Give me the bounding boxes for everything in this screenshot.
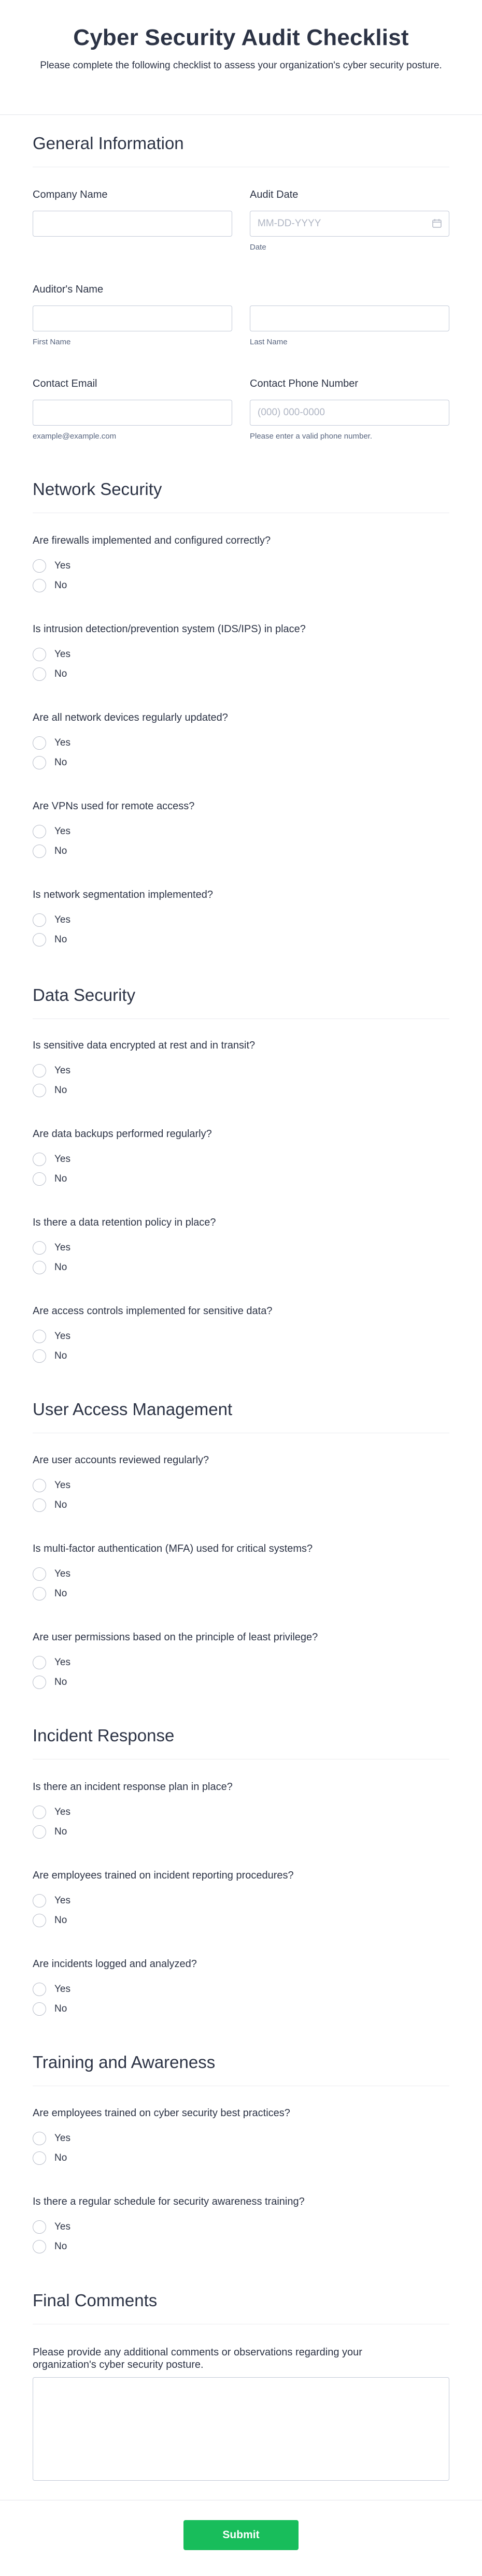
radio-button[interactable] bbox=[33, 933, 46, 947]
radio-button[interactable] bbox=[33, 2132, 46, 2145]
section-title-user-access: User Access Management bbox=[33, 1400, 449, 1433]
audit-date-input[interactable] bbox=[250, 211, 449, 237]
radio-button[interactable] bbox=[33, 1172, 46, 1186]
section-title-general: General Information bbox=[33, 134, 449, 167]
question-label: Are user accounts reviewed regularly? bbox=[33, 1454, 209, 1466]
radio-button[interactable] bbox=[33, 2220, 46, 2234]
question-incidents-logged bbox=[33, 1958, 449, 2019]
option-label: Yes bbox=[54, 826, 70, 837]
option-label: No bbox=[54, 668, 67, 679]
question-incident-plan bbox=[33, 1781, 449, 1842]
option-label: Yes bbox=[54, 1154, 70, 1165]
option-yes[interactable] bbox=[33, 910, 449, 930]
section-title-network: Network Security bbox=[33, 479, 449, 513]
radio-button[interactable] bbox=[33, 1349, 46, 1363]
option-yes[interactable] bbox=[33, 1891, 449, 1911]
option-label: No bbox=[54, 934, 67, 945]
contact-email-input[interactable] bbox=[33, 400, 232, 426]
section-title-training: Training and Awareness bbox=[33, 2053, 449, 2086]
option-no[interactable] bbox=[33, 1346, 449, 1366]
form-header bbox=[0, 0, 482, 115]
option-no[interactable] bbox=[33, 576, 449, 595]
audit-date-sublabel: Date bbox=[250, 243, 266, 252]
radio-button[interactable] bbox=[33, 1479, 46, 1492]
last-name-sublabel: Last Name bbox=[250, 338, 288, 346]
option-label: Yes bbox=[54, 1657, 70, 1668]
option-no[interactable] bbox=[33, 1999, 449, 2019]
last-name-input[interactable] bbox=[250, 305, 449, 331]
radio-button[interactable] bbox=[33, 1084, 46, 1097]
option-label: Yes bbox=[54, 560, 70, 571]
radio-button[interactable] bbox=[33, 648, 46, 661]
contact-phone-sublabel: Please enter a valid phone number. bbox=[250, 432, 372, 441]
section-title-final: Final Comments bbox=[33, 2291, 449, 2324]
submit-button[interactable]: Submit bbox=[183, 2520, 299, 2550]
first-name-input[interactable] bbox=[33, 305, 232, 331]
radio-button[interactable] bbox=[33, 1587, 46, 1600]
company-name-input[interactable] bbox=[33, 211, 232, 237]
network-security-section bbox=[33, 479, 449, 534]
training-section bbox=[33, 2053, 449, 2107]
question-label: Is intrusion detection/prevention system (IDS/IPS) in place? bbox=[33, 623, 306, 635]
option-label: Yes bbox=[54, 2133, 70, 2144]
option-label: Yes bbox=[54, 1331, 70, 1342]
option-label: Yes bbox=[54, 1895, 70, 1906]
option-label: No bbox=[54, 1915, 67, 1926]
radio-button[interactable] bbox=[33, 913, 46, 927]
option-label: Yes bbox=[54, 1568, 70, 1579]
question-retention-policy bbox=[33, 1217, 449, 1277]
radio-button[interactable] bbox=[33, 756, 46, 769]
radio-button[interactable] bbox=[33, 736, 46, 750]
contact-email-label: Contact Email bbox=[33, 378, 97, 389]
option-no[interactable] bbox=[33, 1495, 449, 1515]
option-yes[interactable] bbox=[33, 1149, 449, 1169]
option-yes[interactable] bbox=[33, 1802, 449, 1822]
question-access-controls bbox=[33, 1305, 449, 1366]
question-network-segmentation bbox=[33, 889, 449, 950]
radio-button[interactable] bbox=[33, 667, 46, 681]
question-label: Are employees trained on incident reporting procedures? bbox=[33, 1870, 294, 1881]
option-no[interactable] bbox=[33, 664, 449, 684]
final-comments-textarea[interactable] bbox=[33, 2377, 449, 2481]
question-label: Is there a regular schedule for security awareness training? bbox=[33, 2196, 305, 2207]
option-label: No bbox=[54, 1677, 67, 1687]
option-no[interactable] bbox=[33, 1911, 449, 1930]
option-no[interactable] bbox=[33, 2237, 449, 2257]
radio-button[interactable] bbox=[33, 2151, 46, 2165]
radio-button[interactable] bbox=[33, 825, 46, 838]
option-label: Yes bbox=[54, 737, 70, 748]
radio-button[interactable] bbox=[33, 845, 46, 858]
radio-button[interactable] bbox=[33, 1567, 46, 1581]
question-label: Are data backups performed regularly? bbox=[33, 1128, 212, 1140]
option-label: No bbox=[54, 2152, 67, 2163]
radio-button[interactable] bbox=[33, 1498, 46, 1512]
radio-button[interactable] bbox=[33, 1983, 46, 1996]
option-label: No bbox=[54, 1262, 67, 1273]
question-label: Are VPNs used for remote access? bbox=[33, 801, 195, 812]
option-yes[interactable] bbox=[33, 1476, 449, 1495]
radio-button[interactable] bbox=[33, 1894, 46, 1908]
contact-row bbox=[33, 378, 449, 441]
option-label: Yes bbox=[54, 1984, 70, 1995]
section-title-incident: Incident Response bbox=[33, 1726, 449, 1759]
option-label: No bbox=[54, 846, 67, 856]
question-label: Please provide any additional comments or observations regarding your organization's cyber security posture. bbox=[33, 2347, 362, 2370]
general-information-section bbox=[33, 134, 449, 188]
radio-button[interactable] bbox=[33, 1806, 46, 1819]
form-subtitle: Please complete the following checklist to assess your organization's cyber security posture. bbox=[40, 60, 442, 71]
auditor-name-field bbox=[33, 284, 449, 346]
option-yes[interactable] bbox=[33, 1238, 449, 1258]
option-label: No bbox=[54, 580, 67, 591]
option-yes[interactable] bbox=[33, 822, 449, 841]
option-no[interactable] bbox=[33, 1081, 449, 1100]
radio-button[interactable] bbox=[33, 579, 46, 592]
question-label: Is there a data retention policy in place? bbox=[33, 1217, 216, 1228]
option-yes[interactable] bbox=[33, 2129, 449, 2148]
option-no[interactable] bbox=[33, 2148, 449, 2168]
radio-button[interactable] bbox=[33, 1261, 46, 1274]
question-label: Is there an incident response plan in place? bbox=[33, 1781, 233, 1793]
radio-button[interactable] bbox=[33, 1676, 46, 1689]
question-label: Are all network devices regularly updated? bbox=[33, 712, 228, 723]
audit-date-label: Audit Date bbox=[250, 189, 299, 200]
question-label: Are firewalls implemented and configured correctly? bbox=[33, 535, 271, 546]
radio-button[interactable] bbox=[33, 1914, 46, 1927]
option-no[interactable] bbox=[33, 1258, 449, 1277]
first-name-sublabel: First Name bbox=[33, 338, 71, 346]
option-label: No bbox=[54, 757, 67, 768]
contact-phone-label: Contact Phone Number bbox=[250, 378, 359, 389]
question-firewalls bbox=[33, 535, 449, 595]
company-date-row bbox=[33, 189, 449, 252]
option-yes[interactable] bbox=[33, 2217, 449, 2237]
option-no[interactable] bbox=[33, 1584, 449, 1604]
question-label: Are employees trained on cyber security best practices? bbox=[33, 2107, 290, 2119]
option-label: No bbox=[54, 1826, 67, 1837]
option-no[interactable] bbox=[33, 930, 449, 950]
question-label: Is multi-factor authentication (MFA) used for critical systems? bbox=[33, 1543, 313, 1554]
option-label: Yes bbox=[54, 1242, 70, 1253]
question-incident-training bbox=[33, 1870, 449, 1930]
option-yes[interactable] bbox=[33, 733, 449, 753]
question-ids-ips bbox=[33, 623, 449, 684]
radio-button[interactable] bbox=[33, 2002, 46, 2016]
question-label: Are incidents logged and analyzed? bbox=[33, 1958, 197, 1970]
option-no[interactable] bbox=[33, 1822, 449, 1842]
question-label: Is network segmentation implemented? bbox=[33, 889, 213, 900]
option-label: No bbox=[54, 1350, 67, 1361]
section-title-data-security: Data Security bbox=[33, 985, 449, 1019]
question-user-accounts bbox=[33, 1454, 449, 1515]
radio-button[interactable] bbox=[33, 1064, 46, 1078]
question-final-comments bbox=[33, 2346, 449, 2483]
form-footer bbox=[0, 2500, 482, 2576]
radio-button[interactable] bbox=[33, 1153, 46, 1166]
option-label: Yes bbox=[54, 1807, 70, 1817]
option-label: No bbox=[54, 1588, 67, 1599]
incident-response-section bbox=[33, 1726, 449, 1780]
company-name-label: Company Name bbox=[33, 189, 108, 200]
radio-button[interactable] bbox=[33, 1330, 46, 1343]
question-best-practices bbox=[33, 2107, 449, 2168]
contact-email-sublabel: example@example.com bbox=[33, 432, 117, 441]
question-least-privilege bbox=[33, 1632, 449, 1692]
question-network-devices bbox=[33, 712, 449, 773]
option-yes[interactable] bbox=[33, 1564, 449, 1584]
option-yes[interactable] bbox=[33, 645, 449, 664]
option-label: Yes bbox=[54, 1480, 70, 1491]
question-mfa bbox=[33, 1543, 449, 1604]
radio-button[interactable] bbox=[33, 559, 46, 573]
option-label: No bbox=[54, 1500, 67, 1510]
question-encryption bbox=[33, 1040, 449, 1100]
option-yes[interactable] bbox=[33, 1327, 449, 1346]
option-label: No bbox=[54, 1085, 67, 1096]
option-label: Yes bbox=[54, 2221, 70, 2232]
radio-button[interactable] bbox=[33, 2240, 46, 2253]
question-vpns bbox=[33, 801, 449, 861]
question-backups bbox=[33, 1128, 449, 1189]
option-no[interactable] bbox=[33, 841, 449, 861]
radio-button[interactable] bbox=[33, 1241, 46, 1255]
final-comments-section bbox=[33, 2291, 449, 2345]
user-access-section bbox=[33, 1400, 449, 1454]
auditor-name-label: Auditor's Name bbox=[33, 284, 104, 295]
contact-phone-input[interactable] bbox=[250, 400, 449, 426]
option-yes[interactable] bbox=[33, 1061, 449, 1081]
option-label: No bbox=[54, 1173, 67, 1184]
form-title: Cyber Security Audit Checklist bbox=[73, 25, 409, 50]
option-label: Yes bbox=[54, 649, 70, 660]
radio-button[interactable] bbox=[33, 1825, 46, 1839]
question-awareness-schedule bbox=[33, 2196, 449, 2257]
option-no[interactable] bbox=[33, 753, 449, 773]
question-label: Are access controls implemented for sensitive data? bbox=[33, 1305, 273, 1317]
option-no[interactable] bbox=[33, 1672, 449, 1692]
question-label: Is sensitive data encrypted at rest and in transit? bbox=[33, 1040, 256, 1051]
option-yes[interactable] bbox=[33, 1980, 449, 1999]
option-label: Yes bbox=[54, 1065, 70, 1076]
option-yes[interactable] bbox=[33, 556, 449, 576]
calendar-icon[interactable] bbox=[432, 218, 442, 228]
option-no[interactable] bbox=[33, 1169, 449, 1189]
option-yes[interactable] bbox=[33, 1653, 449, 1672]
option-label: No bbox=[54, 2241, 67, 2252]
option-label: Yes bbox=[54, 914, 70, 925]
data-security-section bbox=[33, 985, 449, 1040]
question-label: Are user permissions based on the principle of least privilege? bbox=[33, 1632, 318, 1643]
radio-button[interactable] bbox=[33, 1656, 46, 1669]
option-label: No bbox=[54, 2003, 67, 2014]
